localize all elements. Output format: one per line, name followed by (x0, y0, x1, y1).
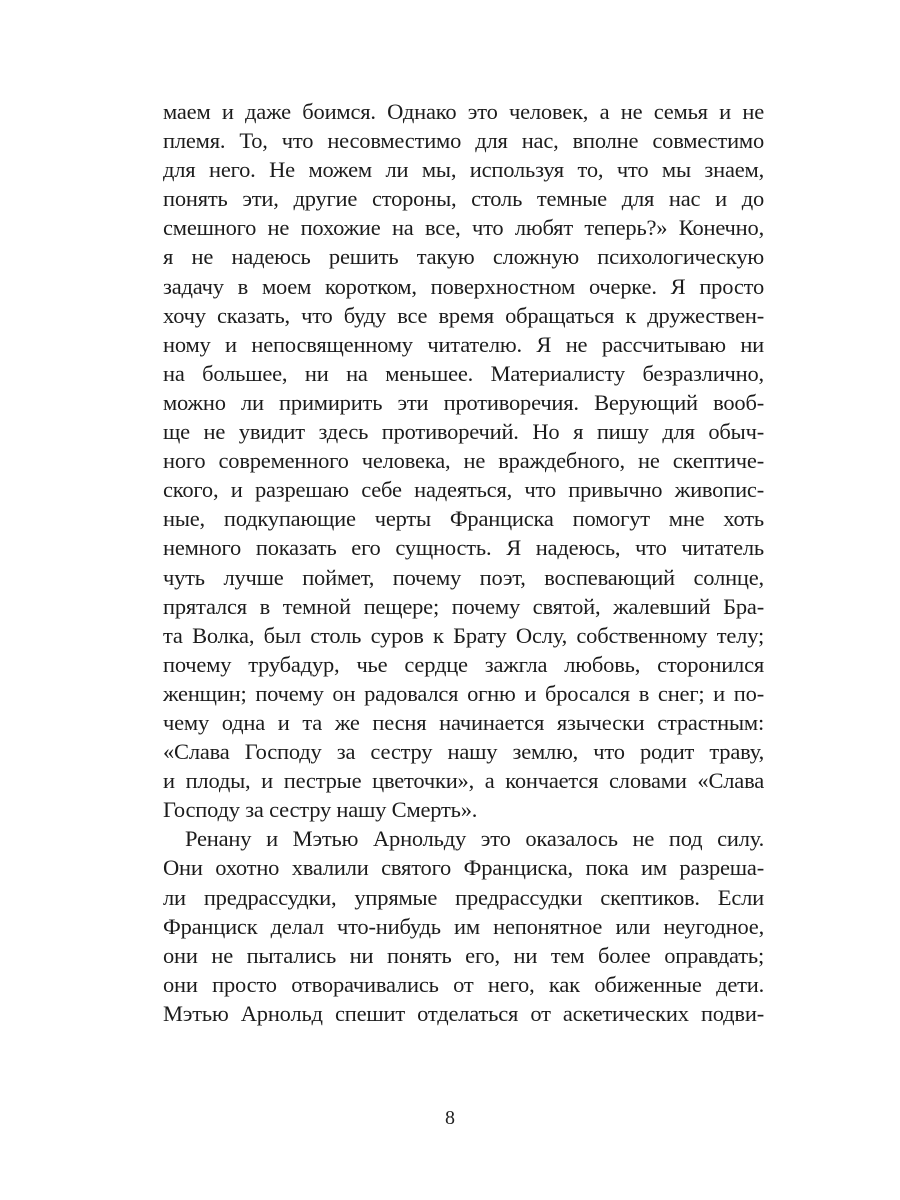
text-line: та Волка, был столь суров к Брату Ослу, собственному телу; (163, 622, 764, 648)
text-line: почему трубадур, чье сердце зажгла любовь, сторонился (163, 651, 764, 677)
text-line: можно ли примирить эти противоречия. Верующий вооб- (163, 389, 764, 415)
text-line: Они охотно хвалили святого Франциска, пока им разреша- (163, 855, 764, 881)
text-line: ли предрассудки, упрямые предрассудки скептиков. Если (163, 884, 764, 910)
text-line: понять эти, другие стороны, столь темные для нас и до (163, 186, 764, 212)
text-line: чему одна и та же песня начинается язычески страстным: (163, 709, 764, 735)
text-line: ному и непосвященному читателю. Я не рассчитываю ни (163, 331, 764, 357)
text-line: и плоды, и пестрые цветочки», а кончается словами «Слава (163, 768, 764, 794)
text-line: они не пытались ни понять его, ни тем более оправдать; (163, 942, 764, 968)
text-line: хочу сказать, что буду все время обращаться к дружествен- (163, 302, 764, 328)
text-line: немного показать его сущность. Я надеюсь, что читатель (163, 535, 764, 561)
text-line: ные, подкупающие черты Франциска помогут мне хоть (163, 506, 764, 532)
text-line: ного современного человека, не враждебного, не скептиче- (163, 448, 764, 474)
page-number: 8 (445, 1107, 455, 1129)
text-line: на большее, ни на меньшее. Материалисту безразлично, (163, 360, 764, 386)
text-line: маем и даже боимся. Однако это человек, а не семья и не (163, 99, 764, 124)
text-line: задачу в моем коротком, поверхностном очерке. Я просто (163, 273, 764, 299)
text-line: прятался в темной пещере; почему святой, жалевший Бра- (163, 593, 764, 619)
text-line: смешного не похожие на все, что любят теперь?» Конечно, (163, 215, 764, 241)
text-line: ского, и разрешаю себе надеяться, что привычно живопис- (163, 477, 764, 503)
text-line: Мэтью Арнольд спешит отделаться от аскетических подви- (163, 1000, 764, 1026)
paragraph-end-line: Господу за сестру нашу Смерть». (163, 797, 478, 823)
text-line: для него. Не можем ли мы, используя то, что мы знаем, (163, 157, 764, 183)
text-line: Франциск делал что-нибудь им непонятное или неугодное, (163, 913, 764, 939)
text-line: чуть лучше поймет, почему поэт, воспевающий солнце, (163, 564, 764, 590)
text-line: я не надеюсь решить такую сложную психологическую (163, 244, 764, 270)
text-line: племя. То, что несовместимо для нас, вполне совместимо (163, 128, 764, 154)
text-line: «Слава Господу за сестру нашу землю, что родит траву, (163, 739, 764, 765)
body-text (163, 97, 764, 1028)
text-line: они просто отворачивались от него, как обиженные дети. (163, 971, 764, 997)
text-line: ще не увидит здесь противоречий. Но я пишу для обыч- (163, 419, 764, 445)
paragraph-start-line: Ренану и Мэтью Арнольду это оказалось не под силу. (185, 826, 764, 852)
text-line: женщин; почему он радовался огню и бросался в снег; и по- (163, 680, 764, 706)
